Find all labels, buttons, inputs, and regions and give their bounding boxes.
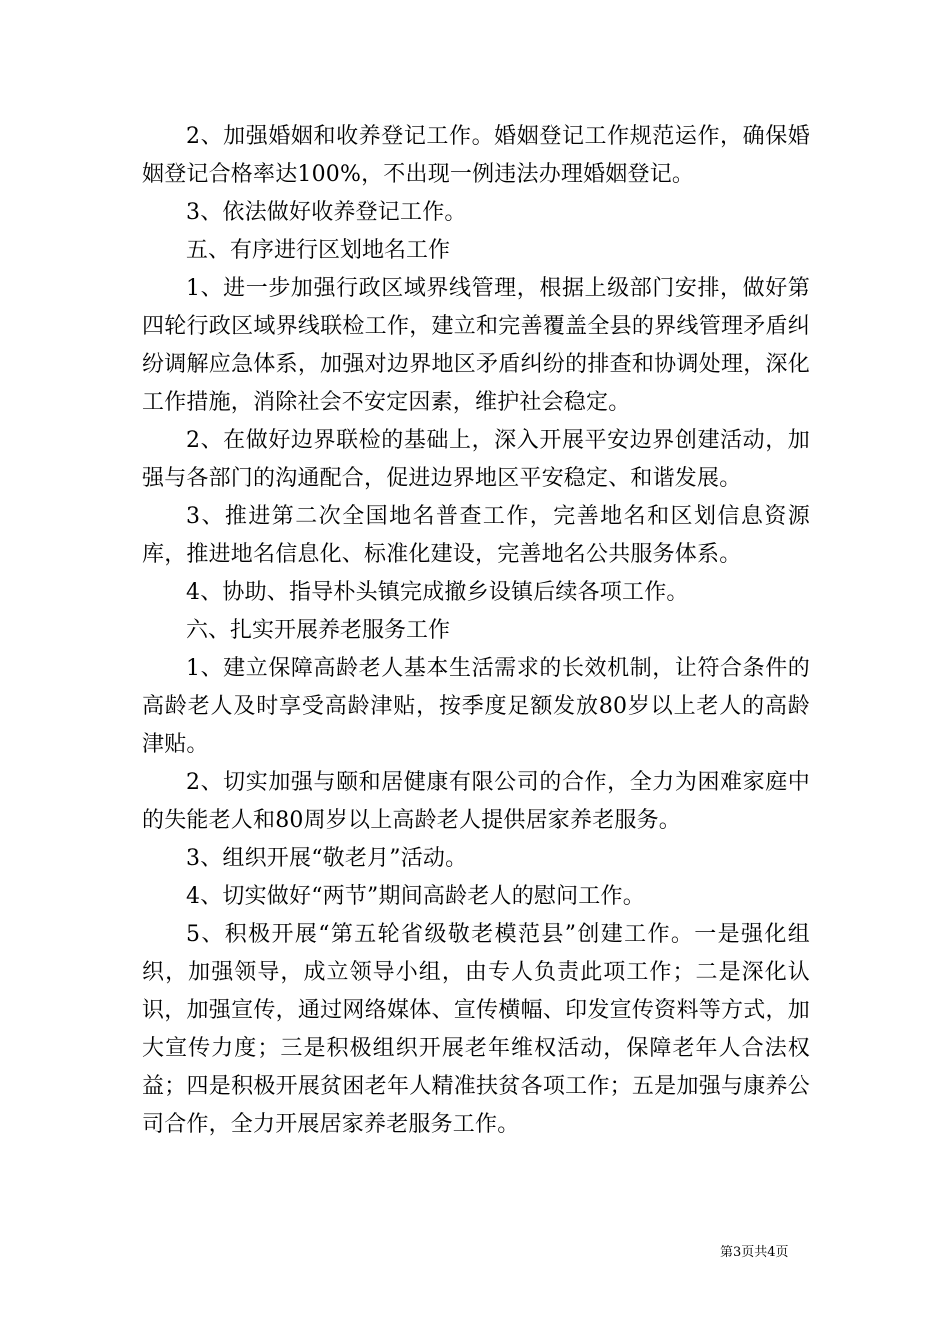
paragraph-boundary-management: 1、进一步加强行政区域界线管理，根据上级部门安排，做好第四轮行政区域界线联检工作，建立和完善覆盖全县的界线管理矛盾纠纷调解应急体系，加强对边界地区矛盾纠纷的排查和协调处理，深化工作措施，消除社会不安定因素，维护社会稳定。: [142, 276, 810, 415]
paragraph-elderly-allowance: 1、建立保障高龄老人基本生活需求的长效机制，让符合条件的高龄老人及时享受高龄津贴，按季度足额发放80岁以上老人的高龄津贴。: [142, 656, 810, 757]
paragraph-town-assistance: 4、协助、指导朴头镇完成撤乡设镇后续各项工作。: [186, 580, 689, 605]
paragraph-home-care: 2、切实加强与颐和居健康有限公司的合作，全力为困难家庭中的失能老人和80周岁以上高龄老人提供居家养老服务。: [142, 770, 810, 833]
page-number: 第3页共4页: [720, 1245, 789, 1260]
paragraph-holiday-visits: 4、切实做好“两节”期间高龄老人的慰问工作。: [186, 884, 645, 909]
paragraph-respect-month: 3、组织开展“敬老月”活动。: [186, 846, 468, 871]
paragraph-adoption-registration: 3、依法做好收养登记工作。: [186, 200, 467, 225]
document-body: [142, 118, 810, 1144]
section-heading-6: 六、扎实开展养老服务工作: [186, 618, 451, 643]
paragraph-model-county: 5、积极开展“第五轮省级敬老模范县”创建工作。一是强化组织，加强领导，成立领导小组，由专人负责此项工作；二是深化认识，加强宣传，通过网络媒体、宣传横幅、印发宣传资料等方式，加大宣传力度；三是积极组织开展老年维权活动，保障老年人合法权益；四是积极开展贫困老年人精准扶贫各项工作；五是加强与康养公司合作，全力开展居家养老服务工作。: [142, 922, 810, 1137]
paragraph-marriage-adoption: 2、加强婚姻和收养登记工作。婚姻登记工作规范运作，确保婚姻登记合格率达100%，不出现一例违法办理婚姻登记。: [142, 124, 810, 187]
paragraph-safe-border: 2、在做好边界联检的基础上，深入开展平安边界创建活动，加强与各部门的沟通配合，促进边界地区平安稳定、和谐发展。: [142, 428, 810, 491]
section-heading-5: 五、有序进行区划地名工作: [186, 238, 451, 263]
paragraph-place-name-census: 3、推进第二次全国地名普查工作，完善地名和区划信息资源库，推进地名信息化、标准化建设，完善地名公共服务体系。: [142, 504, 810, 567]
